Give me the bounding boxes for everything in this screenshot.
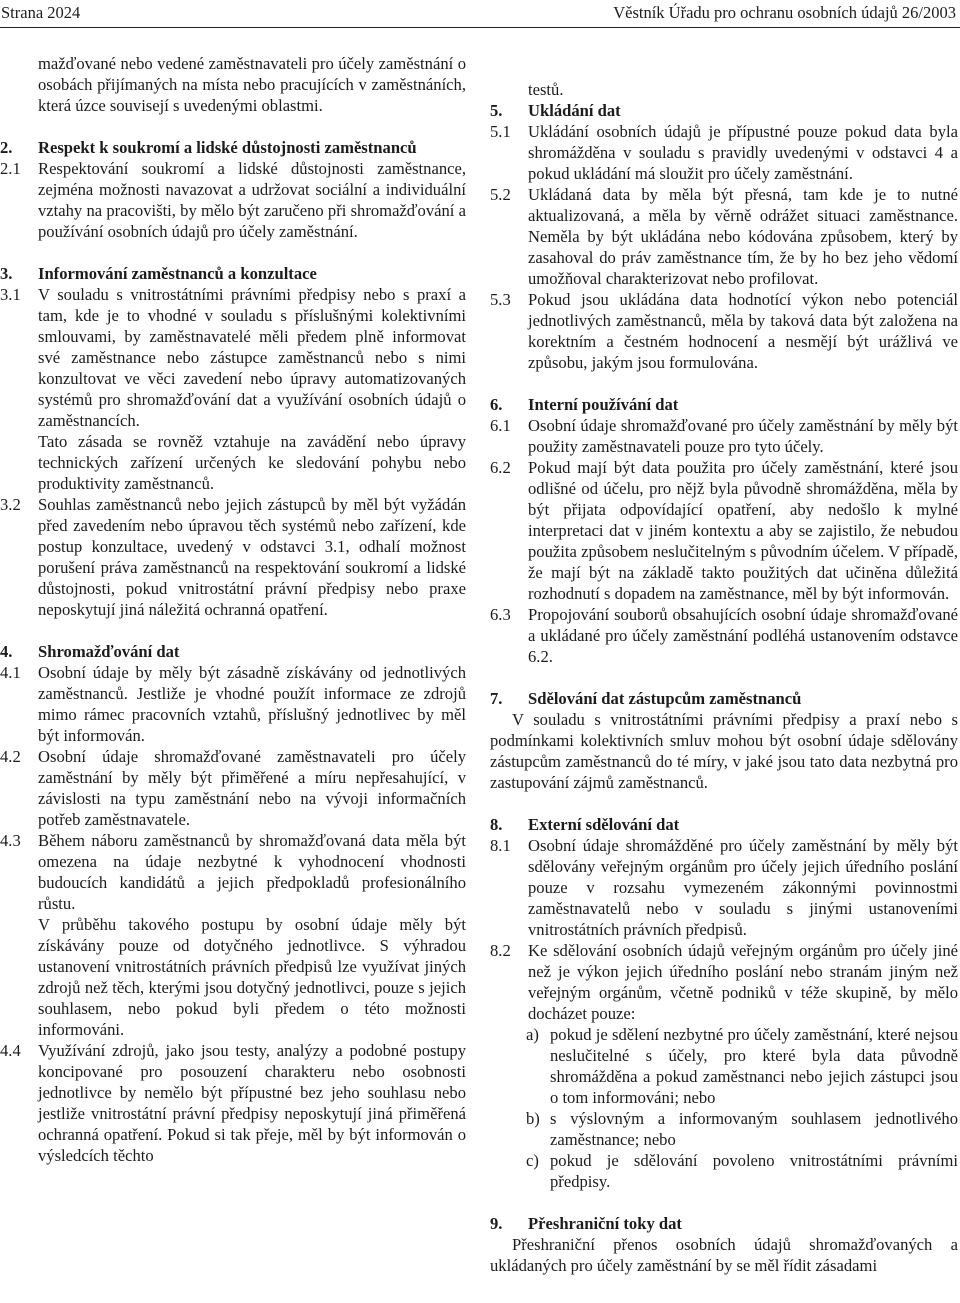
section-3-heading: 3. Informování zaměstnanců a konzultace	[0, 264, 317, 283]
paragraph-8-1: 8.1 Osobní údaje shromážděné pro účely zaměstnání by měly být sdělovány veřejným orgánům pro účely jejich úředního poslání pouze v rozsahu vymezeném zákonnými povinnostmi zaměstnavatelů nebo v souladu s jinými ustanoveními vnitrostátních právních předpisů.	[490, 836, 958, 939]
paragraph-4-3: 4.3 Během náboru zaměstnanců by shromažďovaná data měla být omezena na údaje nezbytné k vyhodnocení vhodnosti budoucích kandidátů a jejich předpokladů profesionálního růstu.	[0, 831, 466, 913]
paragraph-6-3: 6.3 Propojování souborů obsahujících osobní údaje shromažďované a ukládané pro účely zaměstnání podléhá ustanovením odstavce 6.2.	[490, 605, 958, 666]
section-8-heading: 8. Externí sdělování dat	[490, 815, 680, 834]
paragraph-3-1: 3.1 V souladu s vnitrostátními právními předpisy nebo s praxí a tam, kde je to vhodné v souladu s příslušnými kolektivními smlouvami, by zaměstnavatelé měli předem plně informovat své zaměstnance nebo zástupce zaměstnanců nebo s nimi konzultovat ve věci zavedení nebo úpravy automatizovaných systémů pro shromažďování dat a využívání osobních údajů o zaměstnancích.	[0, 285, 466, 430]
paragraph-5-2: 5.2 Ukládaná data by měla být přesná, tam kde je to nutné aktualizovaná, a měla by věrně odrážet situaci zaměstnance. Neměla by být ukládána nebo kódována způsobem, který by zasahoval do práv zaměstnance tím, že by ho bez jeho vědomí umožňoval charakterizovat nebo profilovat.	[490, 185, 958, 288]
paragraph-4-4: 4.4 Využívání zdrojů, jako jsou testy, analýzy a podobné postupy koncipované pro posouzení charakteru nebo osobnosti jednotlivce by nemělo být přípustné bez jeho souhlasu nebo jestliže vnitrostátní právní předpisy neposkytují jiná přiměřená ochranná opatření. Pokud si tak přeje, měl by být informován o výsledcích těchto	[0, 1041, 466, 1165]
paragraph-3-2: 3.2 Souhlas zaměstnanců nebo jejich zástupců by měl být vyžádán před zavedením nebo úpravou těch systémů nebo zařízení, kde postup konzultace, uvedený v odstavci 3.1, odhalí možnost porušení práva zaměstnanců na respektování soukromí a lidské důstojnosti, pokud vnitrostátní právní předpisy nebo praxe neposkytují jiná náležitá ochranná opatření.	[0, 495, 466, 619]
paragraph-4-2: 4.2 Osobní údaje shromažďované zaměstnavateli pro účely zaměstnání by měly být přiměřené a míru nepřesahující, v závislosti na typu zaměstnání nebo na vývoji informačních potřeb zaměstnavatele.	[0, 747, 466, 829]
paragraph-continued: testů.	[528, 80, 564, 99]
list-item-a: a) pokud je sdělení nezbytné pro účely zaměstnání, které nejsou neslučitelné s účely, pro které byla data původně shromážděna a pokud zaměstnanci nebo jejich zástupci jsou o tom informováni; nebo	[526, 1025, 958, 1107]
section-6-heading: 6. Interní používání dat	[490, 395, 679, 414]
paragraph-intro: mažďované nebo vedené zaměstnavateli pro účely zaměstnání o osobách přijímaných na místa nebo pracujících v zaměstnáních, která úzce souvisejí s uvedenými oblastmi.	[38, 54, 466, 115]
section-9-heading: 9. Přeshraniční toky dat	[490, 1214, 682, 1233]
journal-title: Věstník Úřadu pro ochranu osobních údajů 26/2003	[613, 3, 956, 22]
paragraph-9: Přeshraniční přenos osobních údajů shromažďovaných a ukládaných pro účely zaměstnání by se měl řídit zásadami	[490, 1235, 958, 1275]
left-column	[0, 53, 466, 1166]
paragraph-5-1: 5.1 Ukládání osobních údajů je přípustné pouze pokud data byla shromážděna v souladu s pravidly uvedenými v odstavci 4 a pokud ukládání má sloužit pro účely zaměstnání.	[490, 122, 958, 183]
page-header	[0, 3, 960, 25]
section-7-heading: 7. Sdělování dat zástupcům zaměstnanců	[490, 689, 802, 708]
paragraph-4-3-continued: V průběhu takového postupu by osobní údaje měly být získávány pouze od dotyčného jednotlivce. S výhradou ustanovení vnitrostátních právních předpisů lze využívat jiných zdrojů než těch, kterými jsou dotyčný jednotlivci, pouze s jejich souhlasem, nebo pokud byli předem o této možnosti informováni.	[38, 915, 466, 1039]
page-number: Strana 2024	[1, 3, 81, 22]
paragraph-4-1: 4.1 Osobní údaje by měly být zásadně získávány od jednotlivých zaměstnanců. Jestliže je vhodné použít informace ze zdrojů mimo rámec pracovních vztahů, příslušný jednotlivec by měl být informován.	[0, 663, 466, 745]
list-item-b: b) s výslovným a informovaným souhlasem jednotlivého zaměstnance; nebo	[526, 1109, 958, 1149]
list-item-c: c) pokud je sdělování povoleno vnitrostátními právními předpisy.	[526, 1151, 958, 1191]
paragraph-6-2: 6.2 Pokud mají být data použita pro účely zaměstnání, které jsou odlišné od účelu, pro nějž byla původně shromážděna, měla by být přijata odpovídající opatření, aby nedošlo k mylné interpretaci dat v jiném kontextu a aby se zajistilo, že nebudou použita způsobem neslučitelným s původním účelem. V případě, že mají být na základě takto použitých dat učiněna důležitá rozhodnutí s dopadem na zaměstnance, měl by být informován.	[490, 458, 958, 603]
right-column	[490, 79, 958, 1276]
section-2-heading: 2. Respekt k soukromí a lidské důstojnosti zaměstnanců	[0, 138, 417, 157]
paragraph-5-3: 5.3 Pokud jsou ukládána data hodnotící výkon nebo potenciál jednotlivých zaměstnanců, měla by taková data být založena na korektním a čestném hodnocení a nesmějí být urážlivá ve způsobu, jakým jsou formulována.	[490, 290, 958, 372]
header-rule	[0, 27, 960, 28]
paragraph-6-1: 6.1 Osobní údaje shromažďované pro účely zaměstnání by měly být použity zaměstnavateli pouze pro tyto účely.	[490, 416, 958, 456]
section-4-heading: 4. Shromažďování dat	[0, 642, 180, 661]
paragraph-8-2: 8.2 Ke sdělování osobních údajů veřejným orgánům pro účely jiné než je výkon jejich úředního poslání nebo stranám jiným než veřejným orgánům, včetně podniků v téže skupině, by mělo docházet pouze:	[490, 941, 958, 1023]
section-5-heading: 5. Ukládání dat	[490, 101, 621, 120]
paragraph-7: V souladu s vnitrostátními právními předpisy a praxí nebo s podmínkami kolektivních smluv mohou být osobní údaje sdělovány zástupcům zaměstnanců do té míry, v jaké jsou tato data nezbytná pro zastupování zájmů zaměstnanců.	[490, 710, 958, 792]
paragraph-3-1-continued: Tato zásada se rovněž vztahuje na zavádění nebo úpravy technických zařízení určených ke sledování pohybu nebo produktivity zaměstnanců.	[38, 432, 466, 493]
paragraph-2-1: 2.1 Respektování soukromí a lidské důstojnosti zaměstnance, zejména možnosti navazovat a udržovat sociální a individuální vztahy na pracovišti, by mělo být zaručeno při shromažďování a používání osobních údajů pro účely zaměstnání.	[0, 159, 466, 241]
